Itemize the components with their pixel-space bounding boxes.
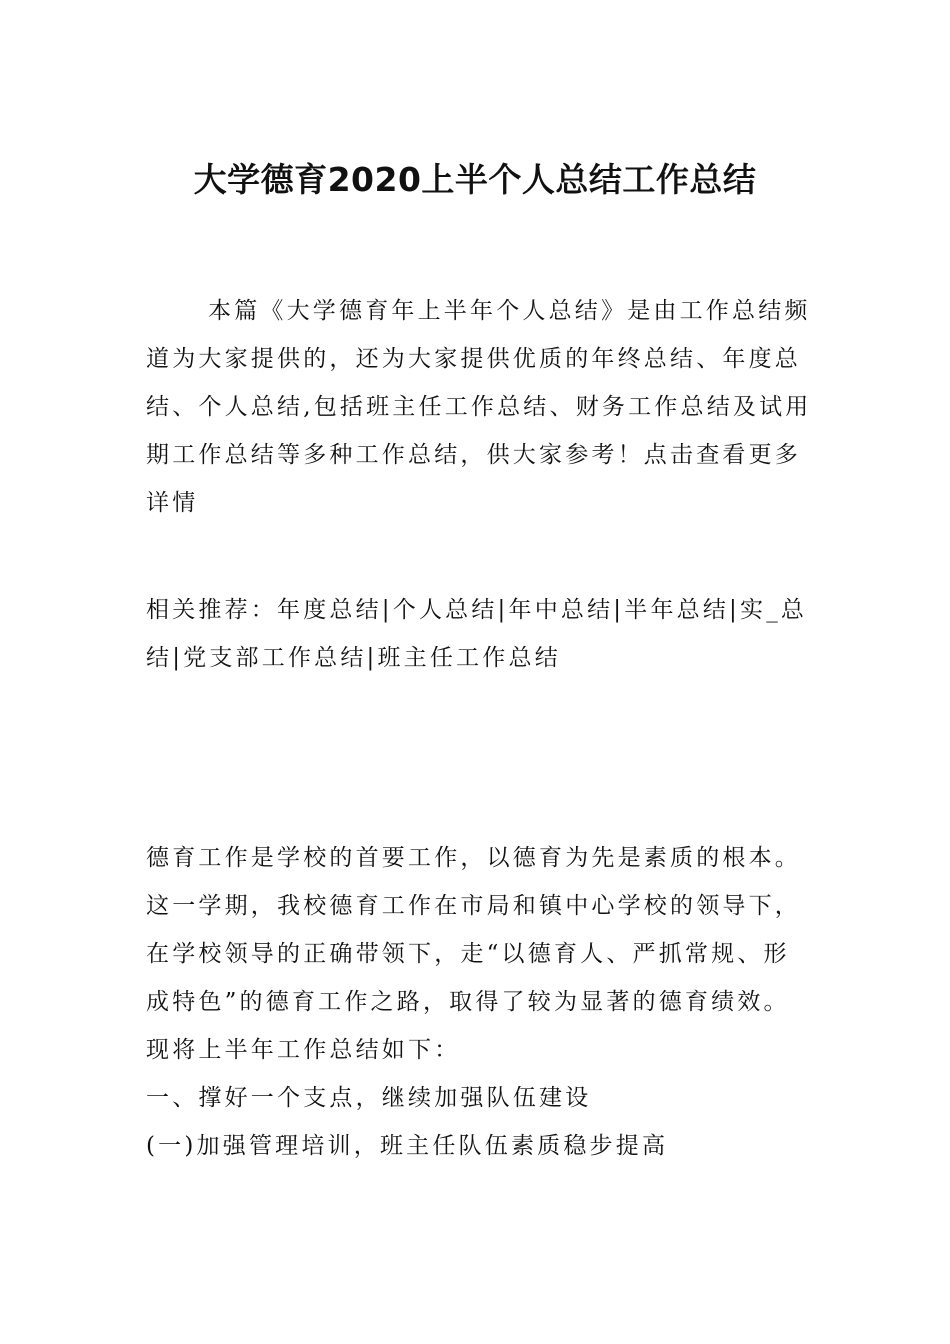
body-line: 现将上半年工作总结如下：: [146, 1037, 461, 1063]
body-line: 德育工作是学校的首要工作，以德育为先是素质的根本。: [146, 845, 801, 871]
related-line: 结|党支部工作总结|班主任工作总结: [146, 645, 561, 671]
body-paragraph: [146, 834, 806, 1170]
body-line: 在学校领导的正确带领下，走“以德育人、严抓常规、形: [146, 941, 790, 967]
related-line: 相关推荐：年度总结|个人总结|年中总结|半年总结|实_总: [146, 597, 808, 623]
intro-paragraph: [146, 287, 812, 527]
body-line: 这一学期，我校德育工作在市局和镇中心学校的领导下，: [146, 893, 801, 919]
intro-line: 本篇《大学德育年上半年个人总结》是由工作总结频: [208, 298, 811, 324]
body-line: 成特色”的德育工作之路，取得了较为显著的德育绩效。: [146, 989, 790, 1015]
intro-line: 结、个人总结,包括班主任工作总结、财务工作总结及试用: [146, 394, 812, 420]
related-recommendations: [146, 586, 806, 682]
subsection-heading: (一)加强管理培训，班主任队伍素质稳步提高: [146, 1133, 669, 1159]
intro-line: 道为大家提供的，还为大家提供优质的年终总结、年度总: [146, 346, 801, 372]
intro-line: 详情: [146, 490, 199, 516]
document-title: 大学德育2020上半个人总结工作总结: [193, 160, 757, 199]
section-heading: 一、撑好一个支点，继续加强队伍建设: [146, 1085, 592, 1111]
intro-line: 期工作总结等多种工作总结，供大家参考！点击查看更多: [146, 442, 801, 468]
